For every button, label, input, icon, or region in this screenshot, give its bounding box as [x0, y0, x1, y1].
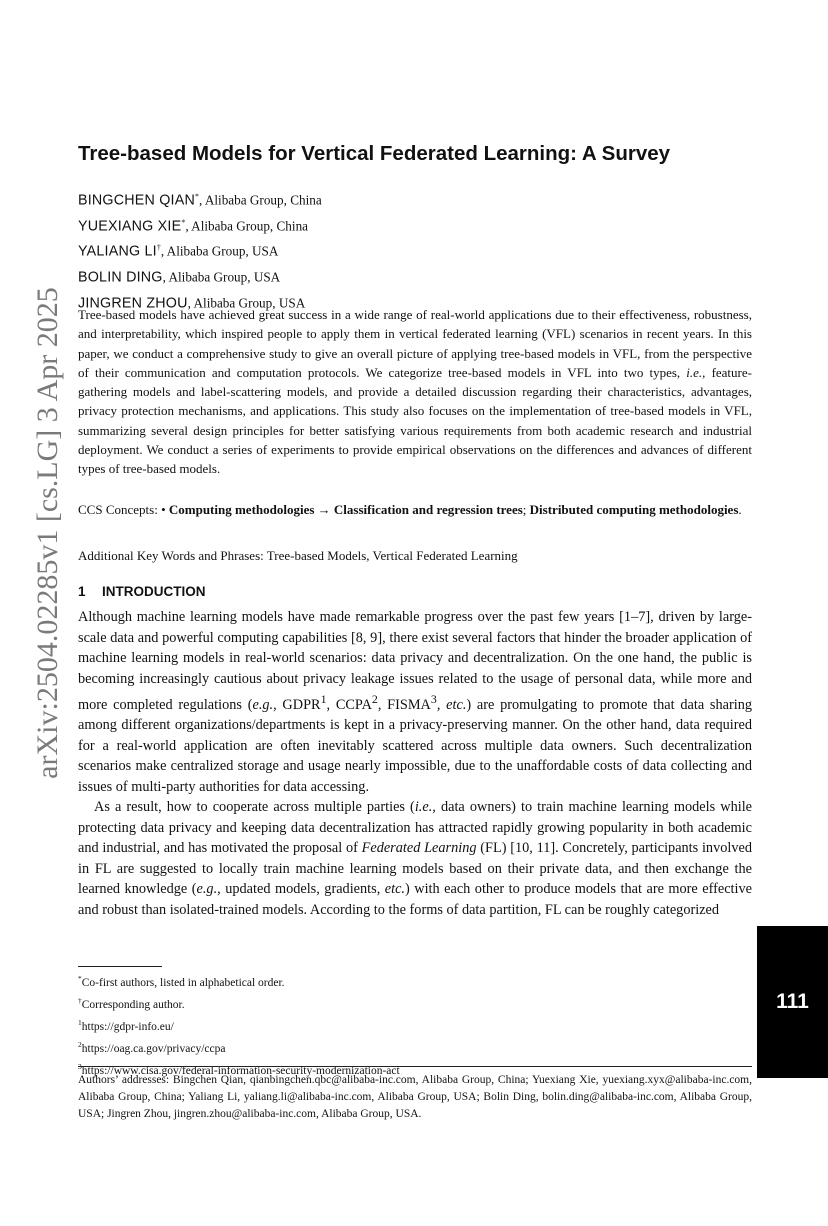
author-list [78, 186, 738, 314]
footnote-ref: 3 [430, 692, 437, 706]
author-mark: † [156, 243, 161, 253]
page-number-tab [757, 926, 828, 1078]
author-name: YALIANG LI [78, 243, 157, 260]
keywords: Additional Key Words and Phrases: Tree-based Models, Vertical Federated Learning [78, 548, 518, 563]
footnote-text: Corresponding author. [81, 998, 185, 1011]
section-title: INTRODUCTION [102, 584, 206, 599]
section-heading [78, 584, 206, 599]
page-number: 111 [776, 990, 809, 1013]
author-name: BOLIN DING [78, 269, 163, 286]
author-line [78, 186, 738, 212]
paper-title: Tree-based Models for Vertical Federated Learning: A Survey [78, 142, 671, 165]
footnote [78, 992, 738, 1014]
author-affiliation: , Alibaba Group, USA [162, 269, 281, 285]
footnote-text: Co-first authors, listed in alphabetical order. [81, 976, 285, 989]
ccs-separator: ; [522, 502, 530, 517]
text-run: ) are promulgating to promote that data sharing among different organizations/departments is kept in a privacy-preserving manner. On the other hand, data required for a real-world application are often inevitably scattered across multiple data owners. Such decentralization scenarios make centralized storage and usage nearly impossible, due to the unaffordable costs of data collecting and issues of multi-party authorities for data accessing. [78, 696, 752, 795]
section-number: 1 [78, 584, 86, 599]
paragraph [78, 607, 752, 797]
author-affiliation: , Alibaba Group, USA [160, 243, 279, 259]
text-run: ) with each other to produce models that are more effective and robust than isolated-trained models. According to the forms of data partition, FL can be roughly categorized [78, 881, 752, 918]
author-line [78, 212, 738, 238]
text-run: updated models, gradients, [220, 881, 385, 898]
footnote-ref: 2 [371, 692, 378, 706]
ccs-concept: Classification and regression trees [333, 502, 523, 517]
author-affiliation: , Alibaba Group, USA [187, 295, 306, 311]
text-run: (FL) [10, 11]. Concretely, participants involved in FL are suggested to locally train machine learning models based on their private data, and then exchange the learned knowledge ( [78, 840, 752, 898]
ccs-concept: Distributed computing methodologies [529, 502, 739, 517]
abstract-ie: i.e., [686, 364, 706, 380]
footnote-mark: 2 [78, 1040, 82, 1050]
text-run: , [436, 696, 447, 713]
footnotes [78, 970, 738, 1080]
footnote [78, 1036, 738, 1058]
paragraph [78, 797, 752, 920]
abstract-text: Tree-based models have achieved great success in a wide range of real-world applications due to their effectiveness, robustness, and interpretability, which inspired people to apply them in vertical federated learning (VFL) scenarios in recent years. In this paper, we conduct a comprehensive study to give an overall picture of applying tree-based models in VFL, from the perspective of their communication and computation protocols. We categorize tree-based models in VFL into two types, [78, 307, 752, 380]
text-italic: Federated Learning [361, 840, 477, 857]
text-run: As a result, how to cooperate across multiple parties ( [94, 799, 415, 816]
author-line [78, 237, 738, 263]
footnote-link[interactable]: https://www.cisa.gov/federal-information-security-modernization-act [81, 1064, 400, 1077]
footnote-link[interactable]: https://gdpr-info.eu/ [81, 1020, 174, 1033]
footnote-link[interactable]: https://oag.ca.gov/privacy/ccpa [81, 1042, 226, 1055]
arxiv-side-stamp [28, 246, 68, 820]
text-italic: etc. [384, 881, 406, 898]
ccs-end: . [738, 502, 742, 517]
text-run: Although machine learning models have made remarkable progress over the past few years [1–7], driven by large-scale data and powerful computing capabilities [8, 9], there exist several factors that hinder the broader application of machine learning models in real-world scenarios: data privacy and decentralization. On the one hand, the public is becoming increasingly cautious about privacy leakage issues related to the usage of personal data, while more and more completed regulations ( [78, 609, 752, 713]
footnote-ref: 1 [320, 692, 327, 706]
author-name: BINGCHEN QIAN [78, 192, 195, 209]
abstract [78, 305, 752, 479]
author-affiliation: , Alibaba Group, China [185, 218, 309, 234]
footnote-rule [78, 966, 162, 967]
footnote [78, 1014, 738, 1036]
author-mark: * [181, 217, 186, 227]
ccs-label: CCS Concepts: • [78, 502, 169, 517]
footnote-mark: 1 [78, 1018, 82, 1028]
author-addresses: Authors’ addresses: Bingchen Qian, qianbingchen.qbc@alibaba-inc.com, Alibaba Group, China; Yuexiang Xie, yuexiang.xyx@alibaba-inc.com, Alibaba Group, China; Yaliang Li, yaliang.li@alibaba-inc.com, Alibaba Group, USA; Bolin Ding, bolin.ding@alibaba-inc.com, Alibaba Group, USA; Jingren Zhou, jingren.zhou@alibaba-inc.com, Alibaba Group, USA. [78, 1074, 752, 1121]
author-name: JINGREN ZHOU [78, 295, 188, 312]
address-rule [78, 1066, 752, 1067]
author-affiliation: , Alibaba Group, China [199, 192, 322, 208]
text-italic: e.g., [252, 696, 277, 713]
footnote-mark: * [78, 974, 82, 983]
footnote-mark: † [78, 996, 82, 1006]
text-run: , FISMA [377, 696, 431, 713]
text-italic: etc. [446, 696, 467, 713]
body-text [78, 607, 752, 920]
text-run: data owners) to train machine learning models while protecting data privacy and keeping data decentralization has attracted rapidly growing popularity in both academic and industrial, and has motivated the proposal of [78, 799, 753, 857]
text-italic: i.e., [414, 799, 436, 816]
footnote-mark: 3 [78, 1062, 82, 1072]
ccs-concept: Computing methodologies [168, 502, 315, 517]
author-line [78, 263, 738, 289]
text-italic: e.g., [196, 881, 221, 898]
ccs-concepts [78, 500, 752, 519]
ccs-arrow: → [314, 502, 334, 517]
author-mark: * [195, 192, 199, 201]
author-name: YUEXIANG XIE [78, 218, 182, 235]
footnote [78, 970, 738, 992]
text-run: , CCPA [326, 696, 372, 713]
arxiv-stamp-text: arXiv:2504.02285v1 [cs.LG] 3 Apr 2025 [31, 287, 64, 779]
abstract-text: feature-gathering models and label-scattering models, and provide a detailed discussion regarding their characteristics, advantages, privacy protection mechanisms, and applications. This study also focuses on the implementation of tree-based models in VFL, summarizing several design principles for better satisfying various requirements from both academic research and industrial deployment. We conduct a series of experiments to provide empirical observations on the differences and advances of different types of tree-based models. [78, 364, 752, 477]
text-run: GDPR [276, 696, 321, 713]
